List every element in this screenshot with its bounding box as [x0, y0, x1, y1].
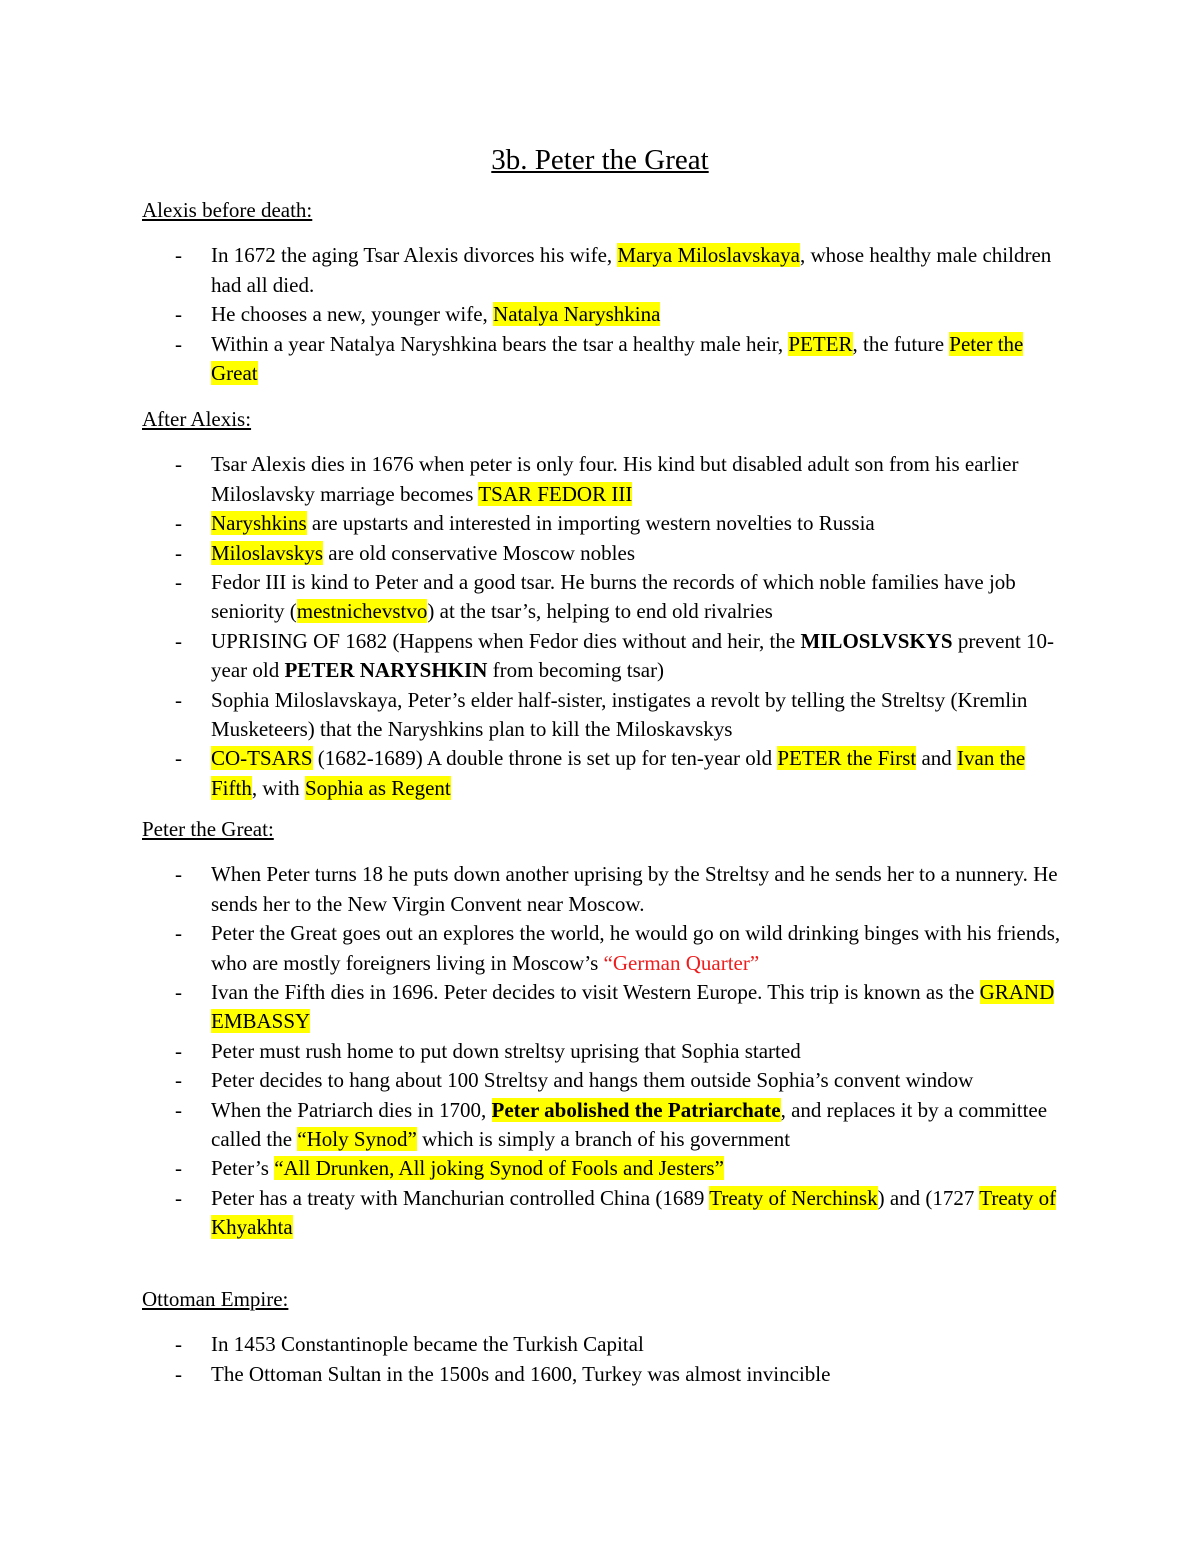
list-item	[142, 241, 1072, 300]
highlighted-text: Natalya Naryshkina	[493, 302, 661, 327]
bullet-list	[142, 860, 1072, 1242]
list-item	[142, 686, 1072, 745]
list-item	[142, 1184, 1072, 1243]
text-run: Peter decides to hang about 100 Streltsy and hangs them outside Sophia’s convent window	[211, 1068, 974, 1093]
highlighted-text: Peter abolished the Patriarchate	[491, 1097, 781, 1122]
text-run: Peter has a treaty with Manchurian controlled China (1689	[211, 1185, 710, 1210]
text-run: Fedor III is kind to Peter and a good tsar. He burns the records of which noble families have job seniority (	[211, 570, 1016, 624]
list-item	[142, 539, 1072, 568]
section-heading: Peter the Great:	[142, 817, 274, 841]
bold-text: PETER NARYSHKIN	[284, 658, 488, 683]
section-alexis-before-death	[142, 196, 1072, 388]
document-title: 3b. Peter the Great	[491, 144, 709, 176]
list-item	[142, 450, 1072, 509]
text-run: Within a year Natalya Naryshkina bears the tsar a healthy male heir,	[211, 331, 789, 356]
text-run: Peter the Great goes out an explores the world, he would go on wild drinking binges with his friends, who are mostly foreigners living in Moscow’s	[211, 921, 1061, 975]
text-run: , the future	[852, 331, 950, 356]
text-run: ) and (1727	[877, 1185, 980, 1210]
text-run: When the Patriarch dies in 1700,	[211, 1097, 492, 1122]
list-item	[142, 919, 1072, 978]
highlighted-text: PETER the First	[777, 746, 917, 771]
text-run: Ivan the Fifth dies in 1696. Peter decides to visit Western Europe. This trip is known as the	[211, 980, 980, 1005]
list-item	[142, 627, 1072, 686]
text-run: UPRISING OF 1682 (Happens when Fedor dies without and heir, the	[211, 628, 801, 653]
text-run: He chooses a new, younger wife,	[211, 302, 494, 327]
text-run: Peter must rush home to put down streltsy uprising that Sophia started	[211, 1038, 801, 1063]
text-run: In 1453 Constantinople became the Turkish Capital	[211, 1332, 644, 1357]
section-peter-the-great	[142, 815, 1072, 1243]
list-item	[142, 1360, 1072, 1389]
bold-text: MILOSLVSKYS	[800, 628, 953, 653]
highlighted-text: Treaty of Khyakhta	[211, 1185, 1057, 1240]
list-item	[142, 330, 1072, 389]
list-item	[142, 1096, 1072, 1155]
bullet-list	[142, 450, 1072, 803]
text-run: , whose healthy male children had all died.	[211, 243, 1052, 297]
text-run: Peter’s	[211, 1156, 275, 1181]
text-run: (1682-1689) A double throne is set up for ten-year old	[312, 746, 778, 771]
list-item	[142, 509, 1072, 538]
list-item	[142, 1154, 1072, 1183]
section-heading: After Alexis:	[142, 407, 252, 431]
highlighted-text: TSAR FEDOR III	[478, 481, 633, 506]
highlighted-text: Peter the Great	[211, 331, 1024, 386]
text-run: and	[916, 746, 958, 771]
list-item	[142, 300, 1072, 329]
list-item	[142, 860, 1072, 919]
bullet-list	[142, 241, 1072, 388]
highlighted-text: “Holy Synod”	[297, 1127, 417, 1152]
list-item	[142, 1330, 1072, 1359]
highlighted-text: mestnichevstvo	[296, 599, 428, 624]
text-run: Tsar Alexis dies in 1676 when peter is only four. His kind but disabled adult son from his earlier Miloslavsky marriage becomes	[211, 452, 1019, 506]
list-item	[142, 1037, 1072, 1066]
highlighted-text: GRAND EMBASSY	[211, 980, 1055, 1034]
bullet-list	[142, 1330, 1072, 1389]
text-run: which is simply a branch of his government	[416, 1127, 791, 1152]
highlighted-text: Miloslavskys	[211, 540, 324, 565]
list-item	[142, 568, 1072, 627]
section-ottoman-empire	[142, 1285, 1072, 1389]
section-heading: Ottoman Empire:	[142, 1287, 289, 1311]
text-run: , and replaces it by a committee called the	[211, 1097, 1048, 1152]
text-run: prevent 10-year old	[211, 628, 1055, 683]
section-after-alexis	[142, 405, 1072, 803]
highlighted-text: Marya Miloslavskaya	[617, 243, 800, 268]
text-run: The Ottoman Sultan in the 1500s and 1600, Turkey was almost invincible	[211, 1361, 831, 1386]
list-item	[142, 1066, 1072, 1095]
highlighted-text: Naryshkins	[211, 511, 307, 536]
text-run: are old conservative Moscow nobles	[323, 540, 636, 565]
text-run: Sophia Miloslavskaya, Peter’s elder half-sister, instigates a revolt by telling the Streltsy (Kremlin Musketeers) that the Naryshkins plan to kill the Miloskavskys	[211, 687, 1028, 742]
highlighted-text: Sophia as Regent	[304, 775, 451, 800]
highlighted-text: PETER	[788, 331, 853, 356]
highlighted-text: CO-TSARS	[211, 746, 313, 771]
section-heading: Alexis before death:	[142, 198, 313, 222]
text-run: from becoming tsar)	[487, 658, 665, 683]
highlighted-text: Treaty of Nerchinsk	[709, 1185, 878, 1210]
text-run: When Peter turns 18 he puts down another uprising by the Streltsy and he sends her to a nunnery. He sends her to the New Virgin Convent near Moscow.	[211, 862, 1058, 916]
text-run: ) at the tsar’s, helping to end old rivalries	[427, 599, 773, 624]
text-run: are upstarts and interested in importing western novelties to Russia	[306, 511, 875, 536]
highlighted-text: “All Drunken, All joking Synod of Fools and Jesters”	[274, 1156, 724, 1181]
list-item	[142, 744, 1072, 803]
list-item	[142, 978, 1072, 1037]
highlighted-text: Ivan the Fifth	[211, 746, 1026, 800]
text-run: In 1672 the aging Tsar Alexis divorces his wife,	[211, 243, 618, 268]
text-run: , with	[251, 775, 305, 800]
red-text: “German Quarter”	[603, 950, 760, 975]
